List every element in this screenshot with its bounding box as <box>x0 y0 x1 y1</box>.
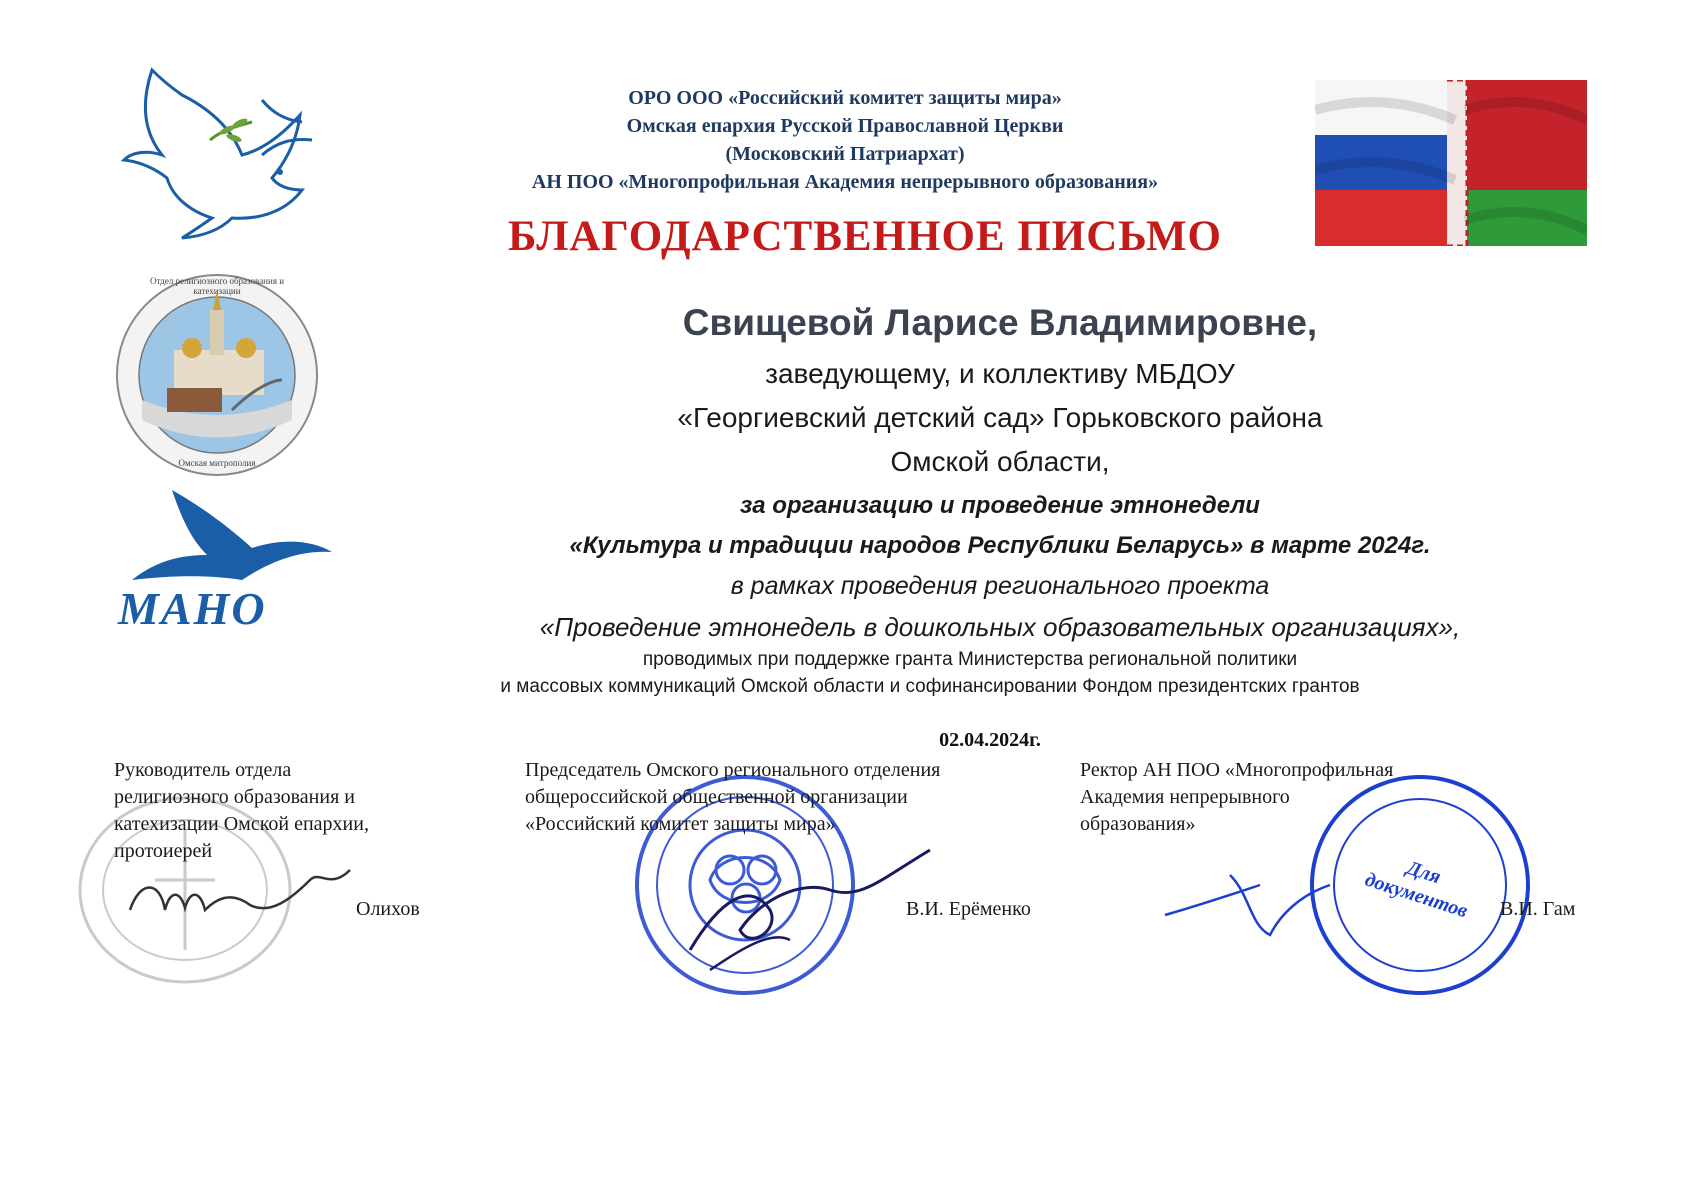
body-line-2: «Георгиевский детский сад» Горьковского района <box>677 402 1323 433</box>
emblem-bottom-text: Омская митрополия <box>178 458 256 468</box>
header-line-1: ОРО ООО «Российский комитет защиты мира» <box>628 87 1062 109</box>
signer-name-1: Олихов <box>356 898 420 920</box>
header-line-4: АН ПОО «Многопрофильная Академия непрерывного образования» <box>531 171 1159 193</box>
sig3-position-line-1: Ректор АН ПОО «Многопрофильная <box>1080 759 1394 781</box>
body-line-9: и массовых коммуникаций Омской области и софинансировании Фондом президентских грантов <box>500 676 1360 697</box>
sig1-position-line-3: катехизации Омской епархии, <box>114 813 369 835</box>
sig2-position-line-1: Председатель Омского регионального отделения <box>525 759 941 781</box>
body-line-6: в рамках проведения регионального проекта <box>730 572 1270 600</box>
sig2-position-line-3: «Российский комитет защиты мира» <box>525 813 836 835</box>
signature-block-1 <box>114 757 454 865</box>
mano-text: МАНО <box>118 583 267 634</box>
mano-logo <box>112 480 342 640</box>
sig3-position-line-2: Академия непрерывного <box>1080 786 1290 808</box>
dove-logo <box>112 60 332 240</box>
header-line-3: (Московский Патриархат) <box>725 143 965 165</box>
signature-gam <box>1160 855 1360 945</box>
emblem-ring-text: Отдел религиозного образования и катехизации <box>149 276 285 296</box>
stamp-academy-text: Для документов <box>1362 856 1471 923</box>
body-line-3: Омской области, <box>890 446 1110 477</box>
document-date: 02.04.2024г. <box>939 729 1041 751</box>
signature-block-2 <box>525 757 1065 838</box>
document-title: БЛАГОДАРСТВЕННОЕ ПИСЬМО <box>507 213 1223 260</box>
signer-name-2: В.И. Ерёменко <box>906 898 1031 920</box>
body-line-4: за организацию и проведение этнонедели <box>740 492 1260 519</box>
eparchy-emblem <box>112 270 322 480</box>
signature-block-3 <box>1080 757 1500 838</box>
sig1-position-line-2: религиозного образования и <box>114 786 355 808</box>
sig2-position-line-2: общероссийской общественной организации <box>525 786 908 808</box>
body-line-7: «Проведение этнонедель в дошкольных образовательных организациях», <box>539 612 1461 642</box>
signer-name-3: В.И. Гам <box>1500 898 1576 920</box>
dove-icon <box>112 60 332 240</box>
body-line-8: проводимых при поддержке гранта Министерства региональной политики <box>642 649 1298 670</box>
body-line-1: заведующему, и коллективу МБДОУ <box>765 358 1235 389</box>
header-line-2: Омская епархия Русской Православной Церкви <box>626 115 1064 137</box>
body-line-5: «Культура и традиции народов Республики Беларусь» в марте 2024г. <box>569 532 1431 559</box>
signature-eremenko <box>680 840 940 980</box>
sig1-position-line-4: протоиерей <box>114 840 213 862</box>
signature-olikhov <box>120 860 380 940</box>
sig3-position-line-3: образования» <box>1080 813 1196 835</box>
recipient-name: Свищевой Ларисе Владимировне, <box>682 302 1318 343</box>
organization-header <box>380 84 1310 196</box>
sig1-position-line-1: Руководитель отдела <box>114 759 292 781</box>
